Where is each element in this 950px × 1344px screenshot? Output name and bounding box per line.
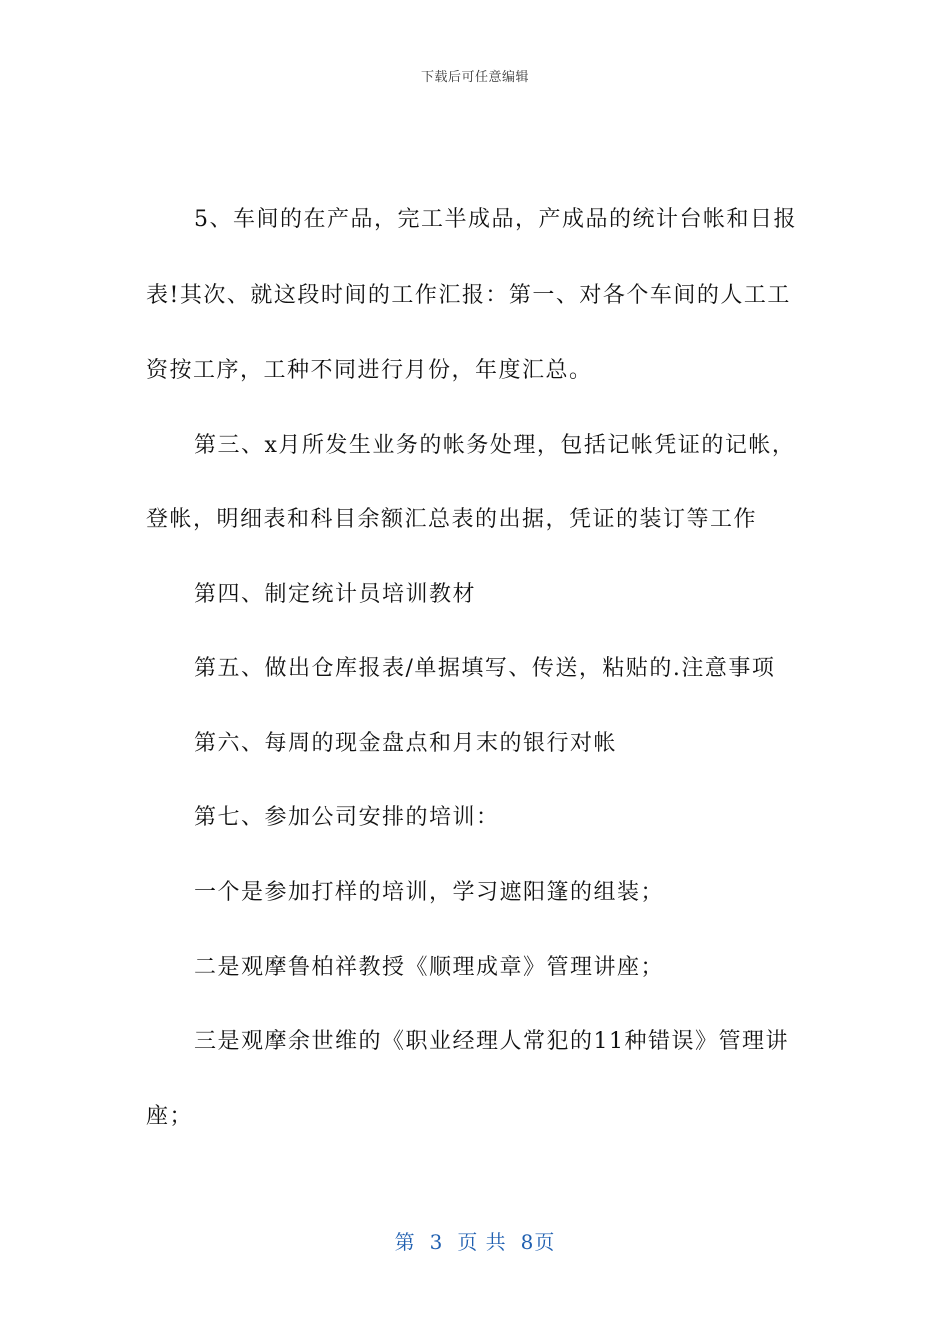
body-line-1: 5、车间的在产品，完工半成品，产成品的统计台帐和日报 <box>194 207 797 232</box>
body-line-3: 资按工序，工种不同进行月份，年度汇总。 <box>146 358 593 383</box>
body-line-12: 三是观摩余世维的《职业经理人常犯的11种错误》管理讲 <box>194 1029 789 1054</box>
body-line-6: 第四、制定统计员培训教材 <box>194 582 477 607</box>
body-line-13: 座； <box>146 1104 194 1129</box>
page-header-note: 下载后可任意编辑 <box>420 70 529 85</box>
body-line-8: 第六、每周的现金盘点和月末的银行对帐 <box>194 731 618 756</box>
body-line-7: 第五、做出仓库报表/单据填写、传送，粘贴的.注意事项 <box>194 656 776 681</box>
body-line-9: 第七、参加公司安排的培训： <box>194 805 500 830</box>
footer-middle: 页 共 <box>457 1230 507 1254</box>
footer-prefix: 第 <box>394 1230 416 1254</box>
body-line-5: 登帐，明细表和科目余额汇总表的出据，凭证的装订等工作 <box>146 507 758 532</box>
body-line-11: 二是观摩鲁柏祥教授《顺理成章》管理讲座； <box>194 955 665 980</box>
footer-current-page: 3 <box>429 1230 444 1254</box>
body-line-4: 第三、x月所发生业务的帐务处理，包括记帐凭证的记帐， <box>194 433 796 458</box>
body-line-10: 一个是参加打样的培训，学习遮阳篷的组装； <box>194 880 665 905</box>
page-number-footer <box>0 1226 950 1255</box>
footer-total-pages: 8页 <box>520 1230 556 1254</box>
body-line-2: 表!其次、就这段时间的工作汇报：第一、对各个车间的人工工 <box>146 283 791 308</box>
